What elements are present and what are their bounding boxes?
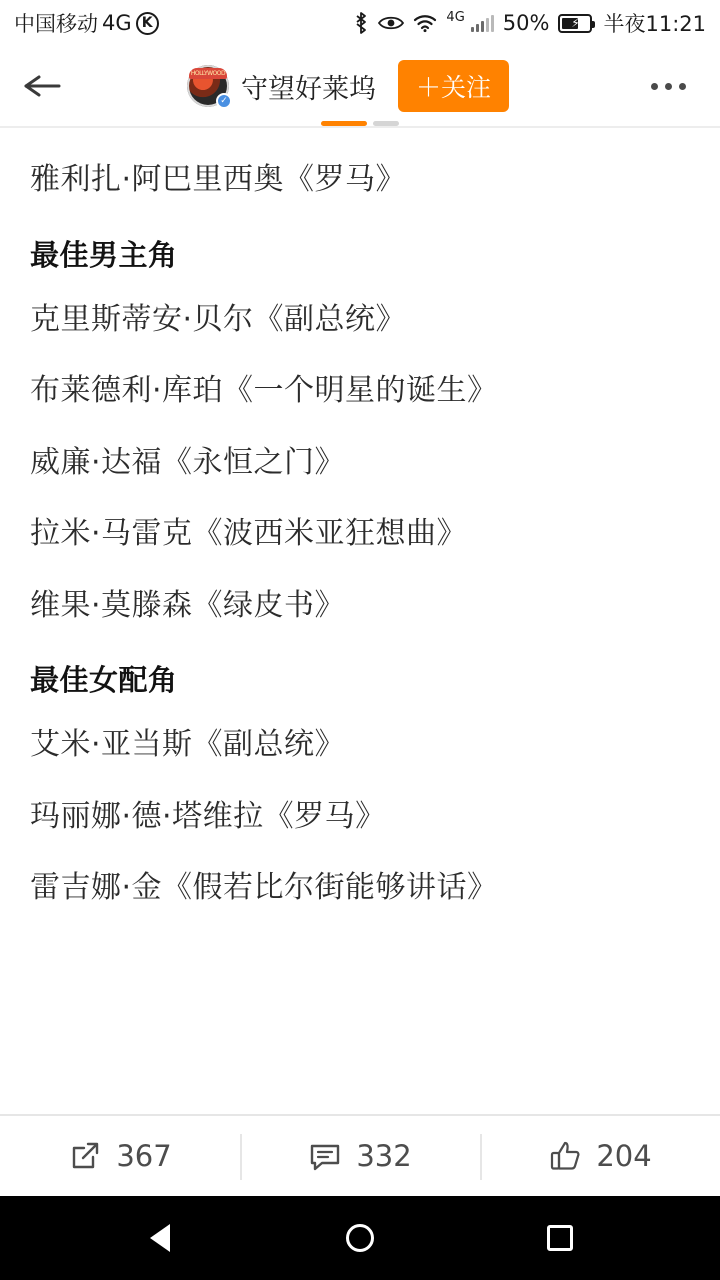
carrier-label: 中国移动	[14, 12, 98, 36]
nav-back-icon[interactable]	[120, 1196, 200, 1280]
android-nav-bar	[0, 1196, 720, 1280]
article-paragraph: 艾米·亚当斯《副总统》	[30, 727, 346, 763]
article-paragraph: 雅利扎·阿巴里西奥《罗马》	[30, 162, 407, 197]
article-paragraph: 维果·莫滕森《绿皮书》	[30, 587, 346, 623]
account-header[interactable]	[66, 60, 630, 112]
like-button[interactable]	[480, 1116, 720, 1196]
like-count: 204	[596, 1139, 652, 1173]
share-button[interactable]	[0, 1116, 240, 1196]
article-content[interactable]	[0, 128, 720, 1114]
follow-button[interactable]: ＋关注	[398, 60, 509, 112]
verified-badge-icon: ✓	[216, 93, 232, 109]
k-badge-icon: K	[136, 12, 159, 35]
article-heading: 最佳男主角	[30, 237, 178, 272]
article-paragraph: 玛丽娜·德·塔维拉《罗马》	[30, 798, 386, 834]
share-count: 367	[116, 1139, 172, 1173]
bluetooth-icon	[353, 11, 369, 35]
status-bar	[0, 0, 720, 46]
article-paragraph: 拉米·马雷克《波西米亚狂想曲》	[30, 516, 468, 552]
avatar-band-text: HOLLYWOOD	[190, 70, 226, 77]
app-header	[0, 46, 720, 126]
network-type-label: 4G	[102, 11, 132, 35]
eye-comfort-icon	[378, 14, 404, 32]
comment-count: 332	[356, 1139, 412, 1173]
reading-progress-active	[321, 121, 367, 126]
article-action-bar	[0, 1114, 720, 1196]
status-bar-right	[353, 8, 706, 38]
nav-recents-icon[interactable]	[520, 1196, 600, 1280]
article-heading: 最佳女配角	[30, 663, 178, 698]
comment-icon	[308, 1139, 342, 1173]
back-arrow-icon[interactable]	[18, 62, 66, 110]
battery-charging-icon: ⚡	[558, 14, 592, 33]
article-paragraph: 克里斯蒂安·贝尔《副总统》	[30, 301, 407, 337]
account-avatar[interactable]	[187, 65, 229, 107]
thumb-up-icon	[548, 1139, 582, 1173]
account-name: 守望好莱坞	[240, 73, 376, 105]
status-bar-left	[14, 8, 159, 38]
reading-progress	[0, 121, 720, 126]
comment-button[interactable]	[240, 1116, 480, 1196]
battery-percent-label: 50%	[502, 11, 550, 35]
article-paragraph: 威廉·达福《永恒之门》	[30, 444, 346, 480]
signal-bars-icon	[471, 14, 494, 32]
share-icon	[68, 1139, 102, 1173]
data-network-label: 4G	[446, 9, 465, 25]
article-paragraph: 雷吉娜·金《假若比尔街能够讲话》	[30, 870, 498, 906]
article-paragraph: 布莱德利·库珀《一个明星的诞生》	[30, 373, 498, 409]
nav-home-icon[interactable]	[320, 1196, 400, 1280]
more-options-icon[interactable]	[638, 62, 698, 110]
wifi-icon	[413, 14, 437, 33]
reading-progress-rest	[373, 121, 399, 126]
clock-label: 半夜11:21	[603, 12, 706, 36]
